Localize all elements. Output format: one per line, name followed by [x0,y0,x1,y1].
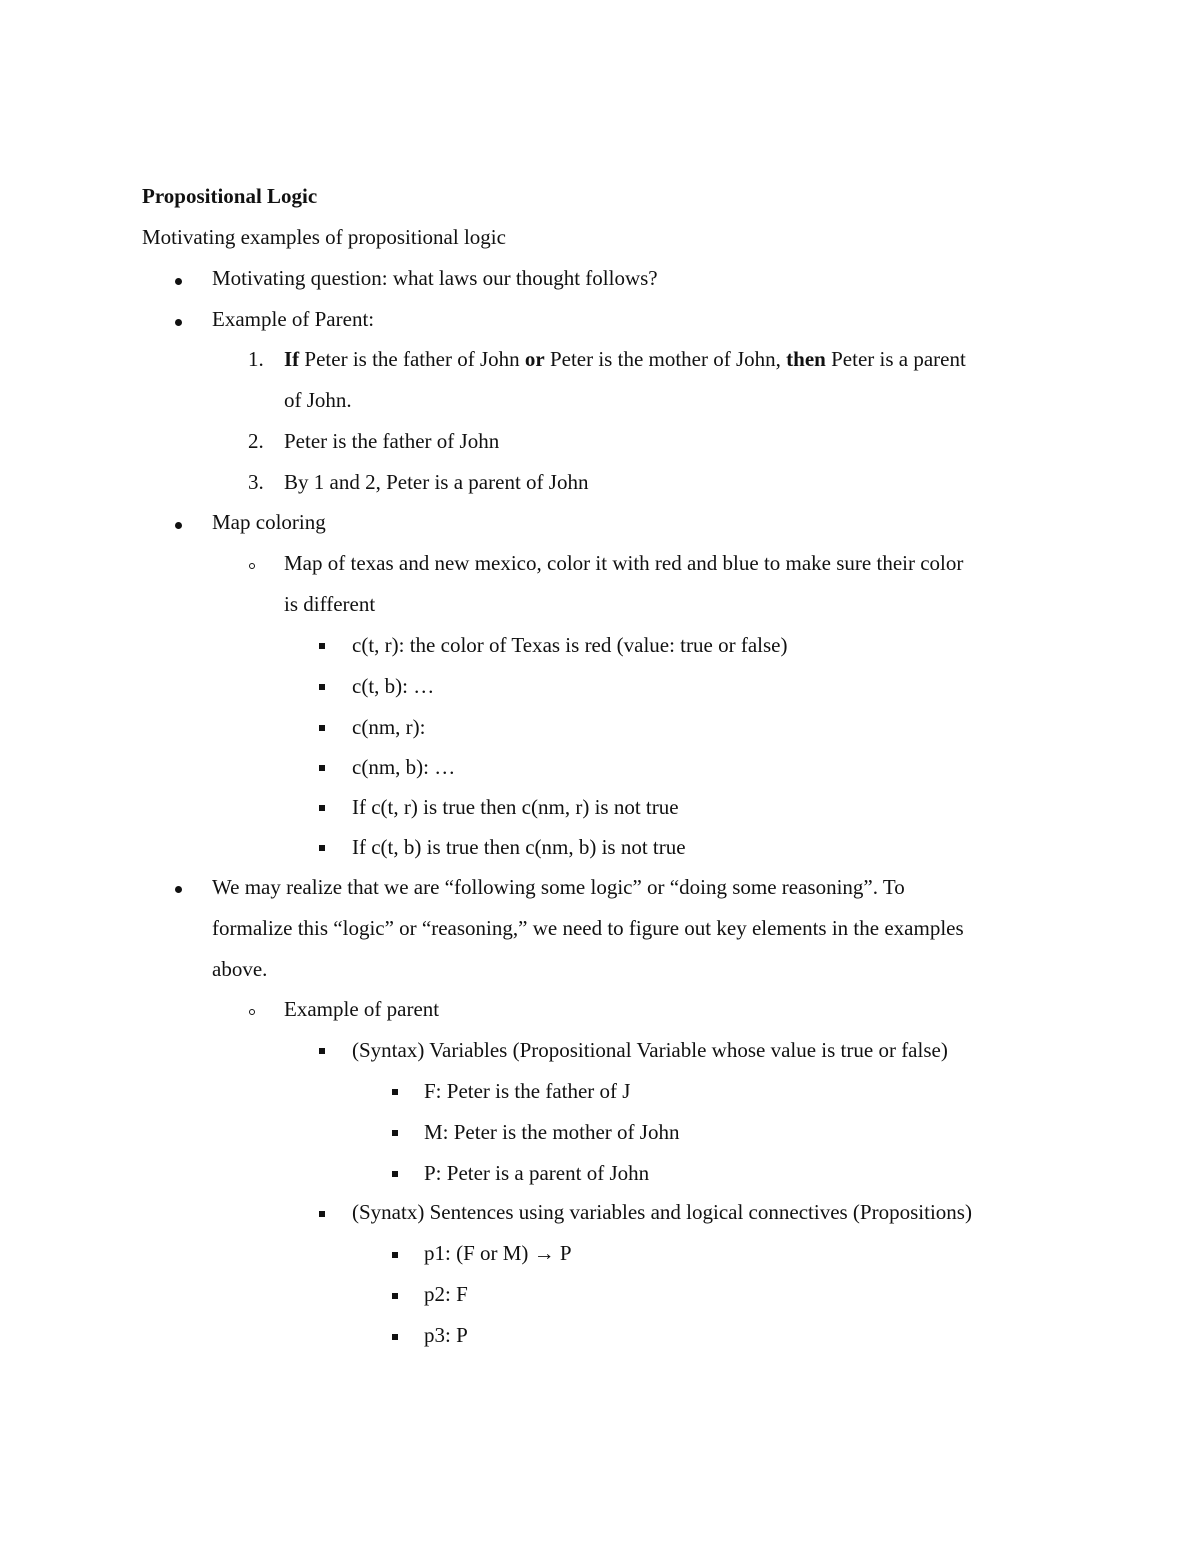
page-title: Propositional Logic [142,184,318,208]
list-item: (Synatx) Sentences using variables and logical connectives (Propositions) [352,1200,972,1224]
list-item: c(t, b): … [352,674,435,698]
list-item [284,346,966,372]
list-item: Example of parent [284,997,440,1021]
list-item: Peter is the father of John [284,429,500,453]
list-item: We may realize that we are “following some logic” or “doing some reasoning”. To [212,875,905,899]
text-span: Peter is the mother of John, [544,347,787,371]
list-item: P: Peter is a parent of John [424,1161,650,1185]
bullet-square-marker [392,1171,398,1177]
list-item: M: Peter is the mother of John [424,1120,680,1144]
bullet-square-marker [319,684,325,690]
bullet-square-marker [319,765,325,771]
list-number: 1. [248,347,264,371]
bullet-square-marker [392,1089,398,1095]
bullet-disc-marker [175,319,182,326]
keyword-or: or [524,347,545,371]
list-item: c(nm, b): … [352,755,456,779]
list-item: Motivating question: what laws our thought follows? [212,266,658,290]
list-item-continuation: of John. [284,388,352,412]
subtitle: Motivating examples of propositional logic [142,225,506,249]
bullet-disc-marker [175,278,182,285]
list-item: If c(t, r) is true then c(nm, r) is not true [352,795,679,819]
list-item: p1: (F or M) → P [424,1241,572,1265]
list-item-continuation: formalize this “logic” or “reasoning,” we need to figure out key elements in the examples [212,916,964,940]
bullet-square-marker [392,1252,398,1258]
list-item: c(nm, r): [352,715,426,739]
list-item: Map of texas and new mexico, color it with red and blue to make sure their color [284,551,964,575]
bullet-square-marker [319,725,325,731]
bullet-ring-marker [249,563,255,569]
text-span: Peter is the father of John [299,347,525,371]
bullet-disc-marker [175,522,182,529]
bullet-ring-marker [249,1009,255,1015]
list-item: Map coloring [212,510,326,534]
bullet-square-marker [319,1211,325,1217]
keyword-then: then [786,347,826,371]
list-number: 2. [248,429,264,453]
list-item: p2: F [424,1282,468,1306]
bullet-disc-marker [175,886,182,893]
list-item: By 1 and 2, Peter is a parent of John [284,470,589,494]
list-item: If c(t, b) is true then c(nm, b) is not true [352,835,686,859]
bullet-square-marker [319,845,325,851]
list-item: F: Peter is the father of J [424,1079,631,1103]
list-number: 3. [248,470,264,494]
list-item-continuation: above. [212,957,268,981]
bullet-square-marker [319,805,325,811]
text-span: Peter is a parent [825,347,966,371]
keyword-if: If [284,347,300,371]
list-item-continuation: is different [284,592,376,616]
list-item: Example of Parent: [212,307,375,331]
list-item: (Syntax) Variables (Propositional Variable whose value is true or false) [352,1038,948,1062]
list-item: c(t, r): the color of Texas is red (value: true or false) [352,633,788,657]
bullet-square-marker [319,1048,325,1054]
bullet-square-marker [392,1334,398,1340]
bullet-square-marker [392,1293,398,1299]
bullet-square-marker [319,643,325,649]
bullet-square-marker [392,1130,398,1136]
list-item: p3: P [424,1323,468,1347]
